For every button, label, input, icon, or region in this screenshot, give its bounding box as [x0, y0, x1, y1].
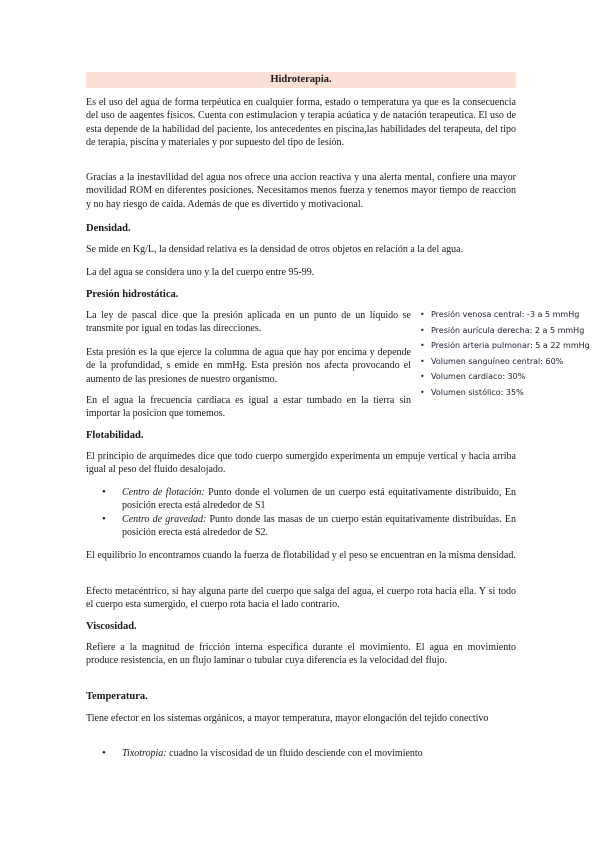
- flotabilidad-list: [86, 486, 516, 540]
- list-item: [86, 747, 516, 760]
- heading-densidad: Densidad.: [86, 223, 131, 234]
- densidad-paragraph-1: Se mide en Kg/L, la densidad relativa es la densidad de otros objetos en relación a la del agua.: [86, 244, 464, 255]
- list-term: Centro de flotación:: [122, 487, 205, 498]
- intro-paragraph-1: Es el uso del agua de forma terpéutica en cualquier forma, estado o temperatura ya que es la consecuencia del uso de aagentes físicos. Cuenta con estimulacion y terapia acúatica y de natación terapeutica. El uso de esta depende de la habilidad del paciente, los antecedentes en piscina,las habilidades del terapeuta, del tipo de terapia, piscina y materiales y por supuesto del tipo de lesión.: [86, 97, 516, 149]
- list-item: • Volumen cardiaco: 30%: [418, 369, 598, 385]
- list-item: [86, 486, 516, 513]
- presion-paragraph-2: Esta presión es la que ejerce la columna de agua que hay por encima y depende de la profundidad, s emide en mmHg. Esta presión nos afecta provocando el aumento de las presiones de nuestro organismo.: [86, 347, 411, 385]
- flotabilidad-paragraph-3: Efecto metacéntrico, si hay alguna parte del cuerpo que salga del agua, el cuerpo rota hacia ella. Y si todo el cuerpo esta sumergido, el cuerpo rota hacia el lado contrario.: [86, 586, 516, 611]
- intro-paragraph-2: Gracias a la inestavilidad del agua nos ofrece una accion reactiva y una alerta mental, confiere una mayor movilidad ROM en diferentes posiciones. Necesitamos menos fuerza y tenemos mayor tiempo de reaccion y no hay riesgo de caida. Además de que es divertido y motivacional.: [86, 172, 516, 210]
- list-term: Centro de gravedad:: [122, 513, 207, 525]
- pressure-values-list: [418, 307, 598, 400]
- list-text: cuadno la viscosidad de un fluido desciende con el movimiento: [166, 748, 423, 759]
- flotabilidad-paragraph-1: El principio de arquímedes dice que todo cuerpo sumergido experimenta un empuje vertical y hacia arriba igual al peso del fluido desalojado.: [86, 451, 516, 476]
- list-item: • Presión aurícula derecha: 2 a 5 mmHg: [418, 323, 598, 339]
- list-term: Tixotropia:: [122, 748, 167, 759]
- densidad-paragraph-2: La del agua se considera uno y la del cuerpo entre 95-99.: [86, 267, 315, 278]
- heading-temperatura: Temperatura.: [86, 691, 148, 702]
- page-title: Hidroterapia.: [86, 72, 516, 88]
- list-item: • Presión arteria pulmonar: 5 a 22 mmHg: [418, 338, 598, 354]
- temperatura-paragraph-1: Tiene efector en los sistemas orgánicos, a mayor temperatura, mayor elongación del tejido conectivo: [86, 713, 489, 724]
- flotabilidad-paragraph-2: El equilibrio lo encontramos cuando la fuerza de flotabilidad y el peso se encuentran en la misma densidad.: [86, 550, 516, 561]
- presion-paragraph-1: La ley de pascal dice que la presión aplicada en un punto de un líquido se transmite por igual en todas las direcciones.: [86, 310, 411, 335]
- viscosidad-paragraph-1: Refiere a la magnitud de fricción interna específica durante el movimiento. El agua en movimiento produce resistencia, en un flujo laminar o tubular cuya diferencia es la velocidad del flujo.: [86, 642, 516, 667]
- list-item: • Volumen sistólico: 35%: [418, 385, 598, 401]
- heading-viscosidad: Viscosidad.: [86, 621, 137, 632]
- list-item: [86, 513, 516, 540]
- list-text: Punto donde las masas de un cuerpo están equitativamente distribuidas. En posición erecta está alrededor de S2.: [122, 513, 516, 539]
- list-text: Punto donde el volumen de un cuerpo está equitativamente distribuido, En posición erecta está alrededor de S1: [122, 487, 516, 512]
- presion-paragraph-3: En el agua la frecuencia cardiaca es igual a estar tumbado en la tierra sin importar la posicion que tomemos.: [86, 395, 411, 420]
- list-item: • Presión venosa central: -3 a 5 mmHg: [418, 307, 598, 323]
- list-item: • Volumen sanguíneo central: 60%: [418, 354, 598, 370]
- temperatura-list: [86, 747, 516, 760]
- heading-presion: Presión hidrostática.: [86, 289, 179, 300]
- heading-flotabilidad: Flotabilidad.: [86, 430, 144, 441]
